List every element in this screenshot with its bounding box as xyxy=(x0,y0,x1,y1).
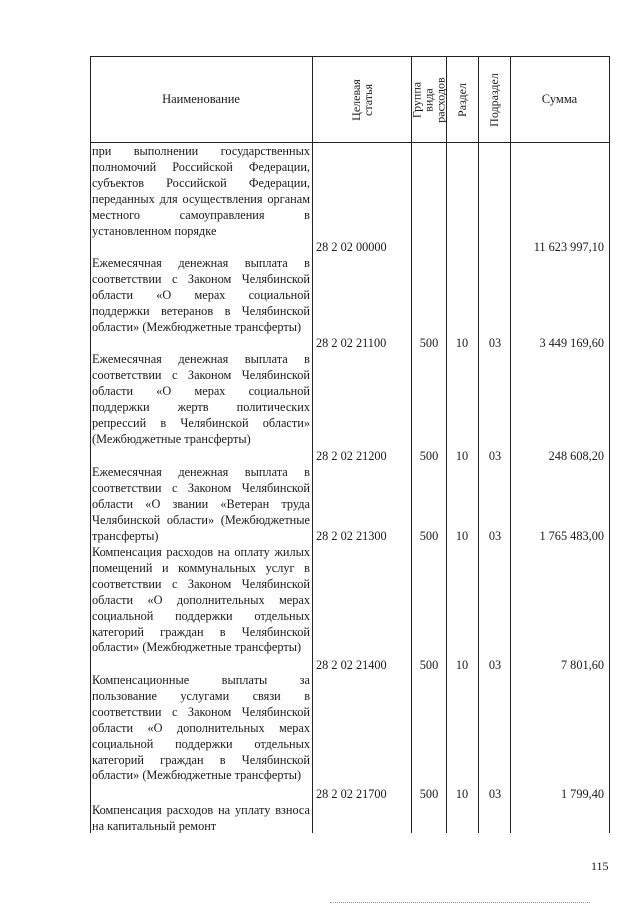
header-bottom-border xyxy=(90,142,609,143)
row-amount: 1 765 483,00 xyxy=(539,529,604,543)
row-group: 500 xyxy=(419,658,439,672)
row-amount: 248 608,20 xyxy=(548,449,604,463)
row-amount: 11 623 997,10 xyxy=(533,240,604,254)
row-section: 10 xyxy=(455,336,469,350)
footer-divider xyxy=(330,902,590,903)
page-number: 115 xyxy=(591,859,609,873)
row-target-code: 28 2 02 21700 xyxy=(316,787,387,801)
header-section xyxy=(446,57,478,142)
row-section: 10 xyxy=(455,529,469,543)
table-row-name: при выполнении государственных полномочий Российской Федерации, субъектов Российской Федерации, переданных для осуществления органам местного самоуправления в установленном порядке xyxy=(92,144,310,238)
header-name-text: Наименование xyxy=(162,92,240,106)
column-border xyxy=(478,56,479,833)
header-group xyxy=(411,57,446,142)
row-amount: 3 449 169,60 xyxy=(539,336,604,350)
row-target-code: 28 2 02 21300 xyxy=(316,529,387,543)
row-section: 10 xyxy=(455,449,469,463)
column-border xyxy=(510,56,511,833)
row-section: 10 xyxy=(455,658,469,672)
table-row-name: Ежемесячная денежная выплата в соответствии с Законом Челябинской области «О мерах социальной поддержки ветеранов в Челябинской области» (Межбюджетные трансферты) xyxy=(92,256,310,334)
row-group: 500 xyxy=(419,449,439,463)
column-border xyxy=(312,56,313,833)
header-name xyxy=(90,57,312,142)
row-section: 10 xyxy=(455,787,469,801)
row-subsection: 03 xyxy=(488,658,502,672)
header-section-text: Раздел xyxy=(455,82,470,117)
row-group: 500 xyxy=(419,336,439,350)
header-target xyxy=(312,57,411,142)
row-group: 500 xyxy=(419,529,439,543)
header-subsection-text: Подраздел xyxy=(487,72,502,127)
row-target-code: 28 2 02 21100 xyxy=(316,336,387,350)
column-border xyxy=(411,56,412,833)
header-amount-text: Сумма xyxy=(541,92,578,106)
row-target-code: 28 2 02 21400 xyxy=(316,658,387,672)
table-row-name: Компенсация расходов на уплату взноса на капитальный ремонт xyxy=(92,803,310,833)
header-target-text: Целевая статья xyxy=(348,78,375,121)
column-border xyxy=(609,56,610,833)
row-subsection: 03 xyxy=(488,787,502,801)
table-row-name: Компенсационные выплаты за пользование услугами связи в соответствии с Законом Челябинской области «О дополнительных мерах социальной поддержки отдельных категорий граждан в Челябинской области» (Межбюджетные трансферты) xyxy=(92,673,310,783)
row-subsection: 03 xyxy=(488,529,502,543)
table-row-name: Ежемесячная денежная выплата в соответствии с Законом Челябинской области «О мерах социальной поддержки жертв политических репрессий в Челябинской области» (Межбюджетные трансферты) xyxy=(92,352,310,446)
row-subsection: 03 xyxy=(488,336,502,350)
column-border xyxy=(446,56,447,833)
row-group: 500 xyxy=(419,787,439,801)
header-amount xyxy=(510,57,609,142)
table-row-name: Компенсация расходов на оплату жилых помещений и коммунальных услуг в соответствии с Законом Челябинской области «О дополнительных мерах социальной поддержки отдельных категорий граждан в Челябинской области» (Межбюджетные трансферты) xyxy=(92,545,310,655)
row-amount: 7 801,60 xyxy=(560,658,604,672)
row-amount: 1 799,40 xyxy=(560,787,604,801)
table-row-name: Ежемесячная денежная выплата в соответствии с Законом Челябинской области «О звании «Ветеран труда Челябинской области» (Межбюджетные трансферты) xyxy=(92,465,310,543)
row-target-code: 28 2 02 00000 xyxy=(316,240,387,254)
header-subsection xyxy=(478,57,510,142)
row-subsection: 03 xyxy=(488,449,502,463)
row-target-code: 28 2 02 21200 xyxy=(316,449,387,463)
header-group-text: Группа вида расходов xyxy=(409,76,448,123)
column-border xyxy=(90,56,91,833)
